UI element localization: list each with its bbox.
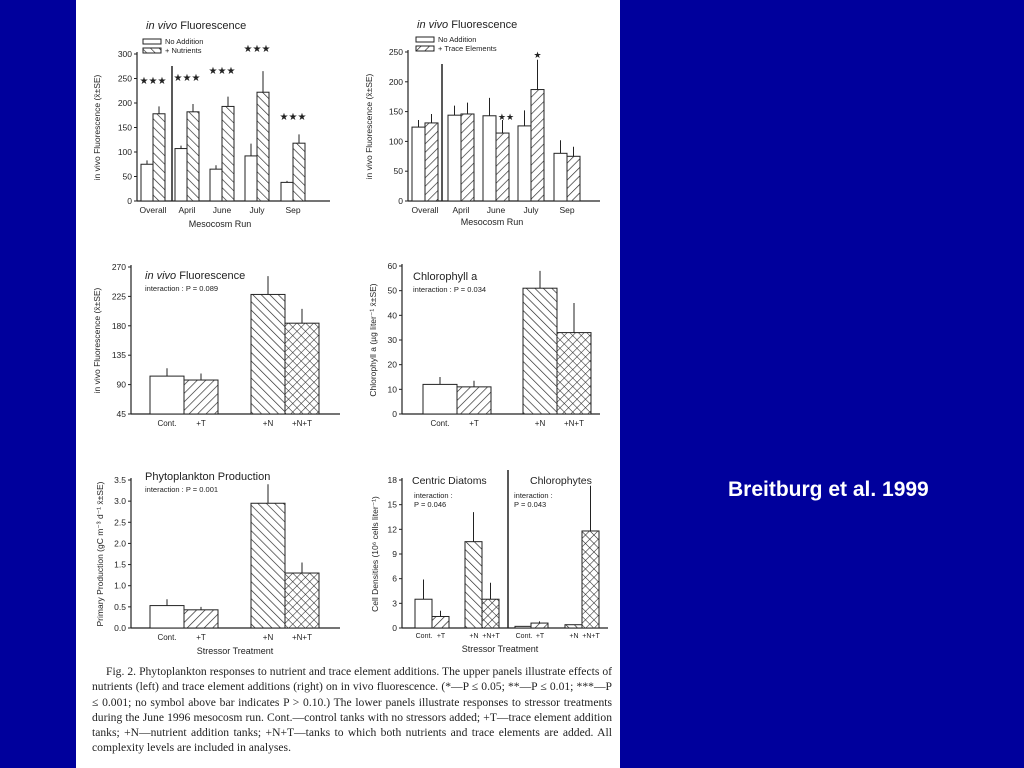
x-axis-label: Stressor Treatment <box>461 644 539 654</box>
bar <box>482 599 499 628</box>
y-axis-label: in vivo Fluorescence (x̄±SE) <box>92 74 102 181</box>
y-tick-label: 20 <box>387 359 397 370</box>
y-tick-label: 50 <box>393 166 403 177</box>
y-tick-label: 18 <box>387 475 397 485</box>
bar <box>251 294 285 414</box>
y-tick-label: 9 <box>392 549 397 559</box>
x-tick-label: Cont. <box>415 633 433 640</box>
y-tick-label: 0 <box>392 623 397 633</box>
y-tick-label: 200 <box>117 98 132 108</box>
y-tick-label: 2.5 <box>114 517 126 528</box>
bar <box>251 503 285 628</box>
y-tick-label: 0.0 <box>114 623 126 633</box>
bar <box>184 610 218 628</box>
bar <box>222 106 234 201</box>
x-tick-label: +N <box>469 633 479 640</box>
bar <box>432 616 449 628</box>
y-tick-label: 2.0 <box>114 538 126 549</box>
y-tick-label: 0.5 <box>114 601 126 612</box>
x-tick-label: July <box>523 205 539 215</box>
y-axis-label: in vivo Fluorescence (x̄±SE) <box>92 287 102 394</box>
x-tick-label: April <box>452 205 470 215</box>
y-tick-label: 250 <box>388 47 403 57</box>
x-tick-label: Overall <box>411 205 439 215</box>
x-axis-label: Mesocosm Run <box>188 219 252 229</box>
x-tick-label: June <box>212 205 232 215</box>
x-tick-label: Sep <box>559 205 575 215</box>
significance-stars: ★★★ <box>208 66 236 77</box>
x-tick-label: Cont. <box>157 419 177 428</box>
significance-stars: ★ <box>533 50 542 60</box>
y-axis-label: in vivo Fluorescence (x̄±SE) <box>364 73 374 180</box>
x-tick-label: +N+T <box>563 419 585 428</box>
y-tick-label: 12 <box>387 524 397 535</box>
y-tick-label: 135 <box>111 350 126 361</box>
bar <box>461 114 474 201</box>
x-tick-label: +N <box>262 633 274 642</box>
x-tick-label: +T <box>196 633 206 642</box>
y-tick-label: 40 <box>387 310 397 321</box>
y-tick-label: 3.5 <box>114 475 126 485</box>
x-tick-label: Cont. <box>157 633 177 642</box>
bar <box>515 626 532 628</box>
chart-title: Phytoplankton Production <box>145 471 271 483</box>
y-tick-label: 90 <box>116 379 126 390</box>
y-axis-label: Primary Production (gC m⁻³ d⁻¹ x̄±SE) <box>95 481 105 627</box>
x-tick-label: +N+T <box>291 419 313 428</box>
bar <box>412 127 425 201</box>
x-tick-label: April <box>178 205 196 215</box>
x-tick-label: +T <box>436 633 446 640</box>
bar <box>415 599 432 628</box>
chart-title: Chlorophyll a <box>413 271 478 283</box>
y-axis-label: Cell Densities (10⁶ cells liter⁻¹) <box>370 496 380 612</box>
chart-title: in vivo Fluorescence <box>146 20 247 32</box>
bar <box>175 149 187 201</box>
y-tick-label: 270 <box>111 262 126 272</box>
x-tick-label: +N+T <box>582 633 600 640</box>
y-axis-label: Chlorophyll a (µg liter⁻¹ x̄±SE) <box>368 283 378 397</box>
bar <box>531 90 544 201</box>
bar <box>187 112 199 201</box>
x-tick-label: +T <box>196 419 206 428</box>
bar <box>523 288 557 414</box>
legend-label: + Nutrients <box>165 46 202 55</box>
y-tick-label: 100 <box>117 147 132 157</box>
x-tick-label: +N+T <box>291 633 313 642</box>
y-tick-label: 3.0 <box>114 496 126 507</box>
y-tick-label: 1.0 <box>114 580 126 591</box>
interaction-p-value: P = 0.043 <box>514 500 547 509</box>
interaction-p-value: interaction : P = 0.001 <box>145 485 219 494</box>
x-tick-label: +T <box>469 419 479 428</box>
bar <box>150 606 184 628</box>
significance-stars: ★★ <box>497 112 515 122</box>
significance-stars: ★★★ <box>243 44 271 55</box>
y-tick-label: 300 <box>117 49 132 59</box>
y-tick-label: 50 <box>122 171 132 182</box>
legend-swatch <box>416 46 434 51</box>
x-tick-label: Sep <box>285 205 301 215</box>
bar <box>150 376 184 414</box>
y-tick-label: 3 <box>392 598 397 609</box>
significance-stars: ★★★ <box>139 76 167 87</box>
bar <box>483 116 496 201</box>
bar <box>557 333 591 414</box>
significance-stars: ★★★ <box>173 73 201 84</box>
x-tick-label: +T <box>535 633 545 640</box>
bar <box>245 156 257 201</box>
interaction-p-value: interaction : P = 0.034 <box>413 285 487 294</box>
y-tick-label: 10 <box>387 384 397 395</box>
chart-title: Chlorophytes <box>530 475 592 487</box>
y-tick-label: 180 <box>111 320 126 331</box>
bar <box>141 164 153 201</box>
bar <box>210 169 222 201</box>
bar <box>153 114 165 201</box>
bar <box>448 115 461 201</box>
y-tick-label: 150 <box>388 106 403 117</box>
legend-label: No Addition <box>165 37 204 46</box>
legend-swatch <box>143 39 161 44</box>
x-axis-label: Mesocosm Run <box>460 217 524 227</box>
x-tick-label: +N <box>262 419 274 428</box>
bar <box>423 384 457 414</box>
bar <box>554 153 567 201</box>
legend-swatch <box>416 37 434 42</box>
bar <box>184 380 218 414</box>
bar <box>465 542 482 628</box>
x-tick-label: July <box>249 205 265 215</box>
y-tick-label: 1.5 <box>114 559 126 570</box>
y-tick-label: 250 <box>117 73 132 84</box>
bar <box>425 123 438 201</box>
chart-title: Centric Diatoms <box>412 475 487 487</box>
bar <box>285 323 319 414</box>
y-tick-label: 30 <box>387 335 397 345</box>
x-tick-label: Cont. <box>515 633 533 640</box>
y-tick-label: 0 <box>398 196 403 206</box>
figure-caption: Fig. 2. Phytoplankton responses to nutrient and trace element additions. The upper panels illustrate effects of nutrients (left) and trace element additions (right) on in vivo fluorescence. (*—P ≤ 0.05; **—P ≤ 0.01; ***—P ≤ 0.001; no symbol above bar indicates P > 0.10.) The lower panels illustrate responses to stressor treatments during the June 1996 mesocosm run. Cont.—control tanks with no stressors added; +T—trace element addition tanks; +N—nutrient addition tanks; +N+T—tanks to which both nutrients and trace elements are added. All complexity levels are included in analyses. <box>92 665 612 755</box>
x-tick-label: +N <box>534 419 546 428</box>
bar <box>257 92 269 201</box>
y-tick-label: 0 <box>392 409 397 419</box>
bar <box>567 156 580 201</box>
chart-title: in vivo Fluorescence <box>417 19 518 31</box>
x-tick-label: Overall <box>139 205 167 215</box>
bar <box>293 143 305 201</box>
y-tick-label: 0 <box>127 196 132 206</box>
citation-label: Breitburg et al. 1999 <box>728 478 929 501</box>
legend-label: + Trace Elements <box>438 44 497 53</box>
x-tick-label: +N <box>569 633 579 640</box>
interaction-p-value: interaction : P = 0.089 <box>145 284 219 293</box>
interaction-label: interaction : <box>414 491 453 500</box>
interaction-label: interaction : <box>514 491 553 500</box>
bar <box>582 531 599 628</box>
y-tick-label: 60 <box>387 261 397 271</box>
y-tick-label: 225 <box>111 291 126 302</box>
bar <box>531 623 548 628</box>
x-tick-label: Cont. <box>430 419 450 428</box>
y-tick-label: 200 <box>388 76 403 87</box>
y-tick-label: 100 <box>388 136 403 147</box>
y-tick-label: 50 <box>387 285 397 296</box>
bar <box>281 182 293 201</box>
bar <box>457 387 491 414</box>
legend-swatch <box>143 48 161 53</box>
chart-title: in vivo Fluorescence <box>145 270 246 282</box>
legend-label: No Addition <box>438 35 477 44</box>
bar <box>518 126 531 201</box>
bar <box>285 573 319 628</box>
y-tick-label: 6 <box>392 573 397 584</box>
x-axis-label: Stressor Treatment <box>196 646 274 656</box>
y-tick-label: 45 <box>116 409 126 419</box>
bar <box>565 625 582 628</box>
bar <box>496 133 509 201</box>
y-tick-label: 15 <box>387 499 397 510</box>
y-tick-label: 150 <box>117 122 132 133</box>
significance-stars: ★★★ <box>279 112 307 123</box>
x-tick-label: +N+T <box>482 633 500 640</box>
x-tick-label: June <box>486 205 506 215</box>
interaction-p-value: P = 0.046 <box>414 500 447 509</box>
